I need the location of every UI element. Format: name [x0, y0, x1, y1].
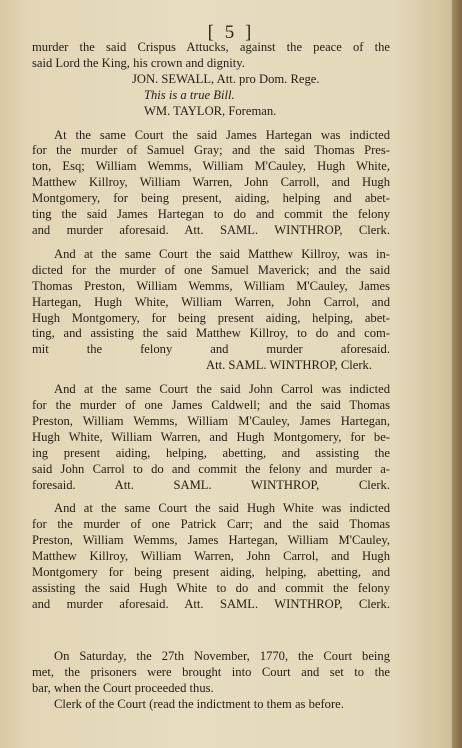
opening-block — [32, 40, 390, 120]
paragraph-line: Thomas Preston, William Wemms, William M'Cauley, James — [32, 278, 390, 293]
paragraph-line: Preston, William Wemms, William M'Cauley, James Hartegan, — [32, 413, 390, 428]
paragraph-line: ting, and assisting the said Matthew Killroy, to do and com- — [32, 326, 390, 341]
clerk-attestation: Att. SAML. WINTHROP, Clerk. — [206, 358, 372, 373]
closing-paragraph — [32, 649, 390, 713]
indictment-paragraph — [32, 247, 390, 374]
section-gap — [32, 613, 390, 649]
opening-line: said Lord the King, his crown and dignity. — [32, 55, 245, 70]
paragraph-line: bar, when the Court proceeded thus. — [32, 680, 214, 695]
paragraph-line: Clerk of the Court (read the indictment to them as before. — [54, 696, 344, 711]
paragraph-line: said John Carrol to do and commit the felony and murder a- — [32, 461, 390, 476]
paragraph-line: Matthew Killroy, William Warren, John Carrol, and Hugh — [32, 549, 390, 564]
paragraph-line: and murder aforesaid. Att. SAML. WINTHROP, Clerk. — [32, 222, 390, 237]
paragraph-line: for the murder of Samuel Gray; and the said Thomas Pres- — [32, 143, 390, 158]
paragraph-line: At the same Court the said James Hartegan was indicted — [54, 127, 390, 142]
paragraph-line: Matthew Killroy, William Warren, John Carroll, and Hugh — [32, 175, 390, 190]
paragraph-line: ton, Esq; William Wemms, William M'Cauley, Hugh White, — [32, 159, 390, 174]
true-bill-note: This is a true Bill. — [144, 87, 235, 102]
paragraph-line: mit the felony and murder aforesaid. — [32, 342, 390, 357]
paragraph-line: Preston, William Wemms, James Hartegan, William M'Cauley, — [32, 533, 390, 548]
foreman-signature: WM. TAYLOR, Foreman. — [144, 103, 277, 118]
paragraph-line: And at the same Court the said John Carrol was indicted — [54, 382, 390, 397]
paragraph-line: and murder aforesaid. Att. SAML. WINTHROP, Clerk. — [32, 596, 390, 611]
indictment-paragraph — [32, 501, 390, 612]
paragraph-line: And at the same Court the said Hugh White was indicted — [54, 501, 390, 516]
opening-line: murder the said Crispus Attucks, against the peace of the — [32, 40, 390, 54]
paragraph-line: And at the same Court the said Matthew Killroy, was in- — [54, 246, 390, 261]
page-number: [ 5 ] — [207, 22, 255, 43]
paragraph-line: for the murder of one James Caldwell; and the said Thomas — [32, 398, 390, 413]
paragraph-line: On Saturday, the 27th November, 1770, the Court being — [54, 648, 390, 663]
paragraph-line: for the murder of one Patrick Carr; and the said Thomas — [32, 517, 390, 532]
indictment-paragraph — [32, 128, 390, 239]
paragraph-line: Hugh Montgomery, for being present aiding, helping, abet- — [32, 310, 390, 325]
paragraph-line: assisting the said Hugh White to do and commit the felony — [32, 581, 390, 595]
paragraph-line: ing present aiding, helping, abetting, and assisting the — [32, 445, 390, 460]
paragraph-line: Hartegan, Hugh White, William Warren, John Carrol, and — [32, 294, 390, 309]
attorney-signature: JON. SEWALL, Att. pro Dom. Rege. — [132, 71, 320, 86]
paragraph-line: met, the prisoners were brought into Court and set to the — [32, 664, 390, 679]
indictment-paragraph — [32, 382, 390, 493]
paragraph-line: Montgomery, for being present, aiding, helping and abet- — [32, 191, 390, 206]
paragraph-line: Montgomery for being present aiding, helping, abetting, and — [32, 565, 390, 580]
page-text — [32, 40, 390, 712]
paragraph-line: foresaid. Att. SAML. WINTHROP, Clerk. — [32, 477, 390, 492]
paragraph-line: ting the said James Hartegan to do and commit the felony — [32, 207, 390, 222]
paragraph-line: Hugh White, William Warren, and Hugh Montgomery, for be- — [32, 429, 390, 444]
paragraph-line: dicted for the murder of one Samuel Maverick; and the said — [32, 262, 390, 277]
